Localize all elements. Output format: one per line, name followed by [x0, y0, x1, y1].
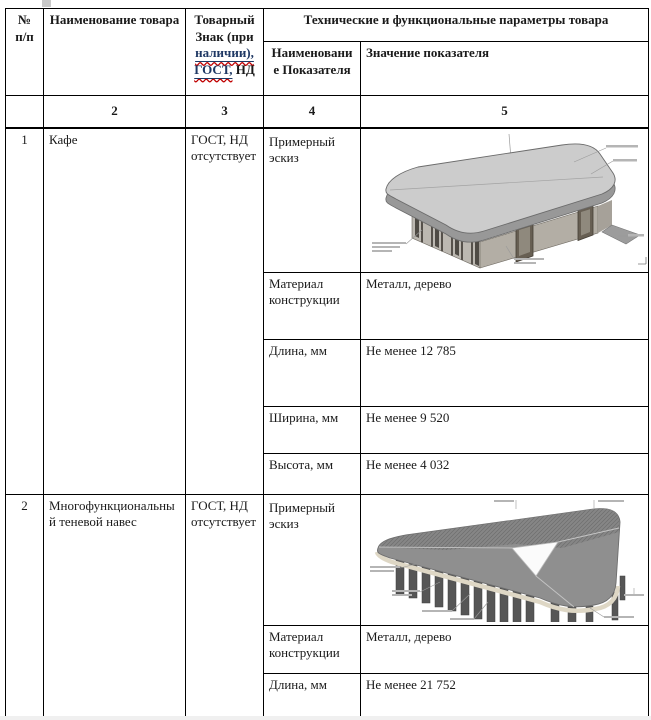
- canopy-3d-sketch-icon: [366, 498, 649, 622]
- colnum-5: 5: [361, 96, 649, 128]
- colnum-4: 4: [264, 96, 361, 128]
- page-bottom-margin: [0, 716, 651, 720]
- colnum-3: 3: [186, 96, 264, 128]
- header-param-value: Значение показателя: [361, 42, 649, 96]
- item1-param2-name: Длина, мм: [264, 339, 361, 406]
- item2-trademark: ГОСТ, НД отсутствует: [186, 494, 264, 718]
- cafe-3d-sketch-icon: [366, 132, 649, 269]
- item1-sketch-cell: [361, 128, 649, 273]
- item1-name: Кафе: [44, 128, 186, 495]
- item1-trademark: ГОСТ, НД отсутствует: [186, 128, 264, 495]
- table-row: [6, 128, 649, 273]
- item1-param1-value: Металл, дерево: [361, 272, 649, 339]
- colnum-1: [6, 96, 44, 128]
- header-num: № п/п: [6, 9, 44, 96]
- specification-table: [5, 8, 649, 719]
- item1-param0-name: Примерный эскиз: [264, 128, 361, 273]
- item2-param1-name: Материал конструкции: [264, 625, 361, 673]
- item2-param2-value: Не менее 21 752: [361, 673, 649, 718]
- item2-num: 2: [6, 494, 44, 718]
- table-row: [6, 494, 649, 625]
- trademark-prefix: Товарный Знак (при: [194, 12, 255, 44]
- item1-param4-name: Высота, мм: [264, 453, 361, 494]
- item1-num: 1: [6, 128, 44, 495]
- item2-sketch-cell: [361, 494, 649, 625]
- header-params-group: Технические и функциональные параметры товара: [264, 9, 649, 42]
- item1-param3-name: Ширина, мм: [264, 406, 361, 453]
- trademark-suffix: НД: [235, 61, 255, 77]
- item1-param1-name: Материал конструкции: [264, 272, 361, 339]
- header-trademark: [186, 9, 264, 96]
- header-product-name: Наименование товара: [44, 9, 186, 96]
- item2-param0-name: Примерный эскиз: [264, 494, 361, 625]
- column-numbering-row: [6, 96, 649, 128]
- item2-name: Многофункциональный теневой навес: [44, 494, 186, 718]
- item1-param3-value: Не менее 9 520: [361, 406, 649, 453]
- item1-param4-value: Не менее 4 032: [361, 453, 649, 494]
- trademark-hyperlink[interactable]: наличии), ГОСТ,: [194, 45, 254, 77]
- item1-param2-value: Не менее 12 785: [361, 339, 649, 406]
- colnum-2: 2: [44, 96, 186, 128]
- page-top-marker: [42, 0, 51, 7]
- header-param-name: Наименование Показателя: [264, 42, 361, 96]
- item2-param2-name: Длина, мм: [264, 673, 361, 718]
- item2-param1-value: Металл, дерево: [361, 625, 649, 673]
